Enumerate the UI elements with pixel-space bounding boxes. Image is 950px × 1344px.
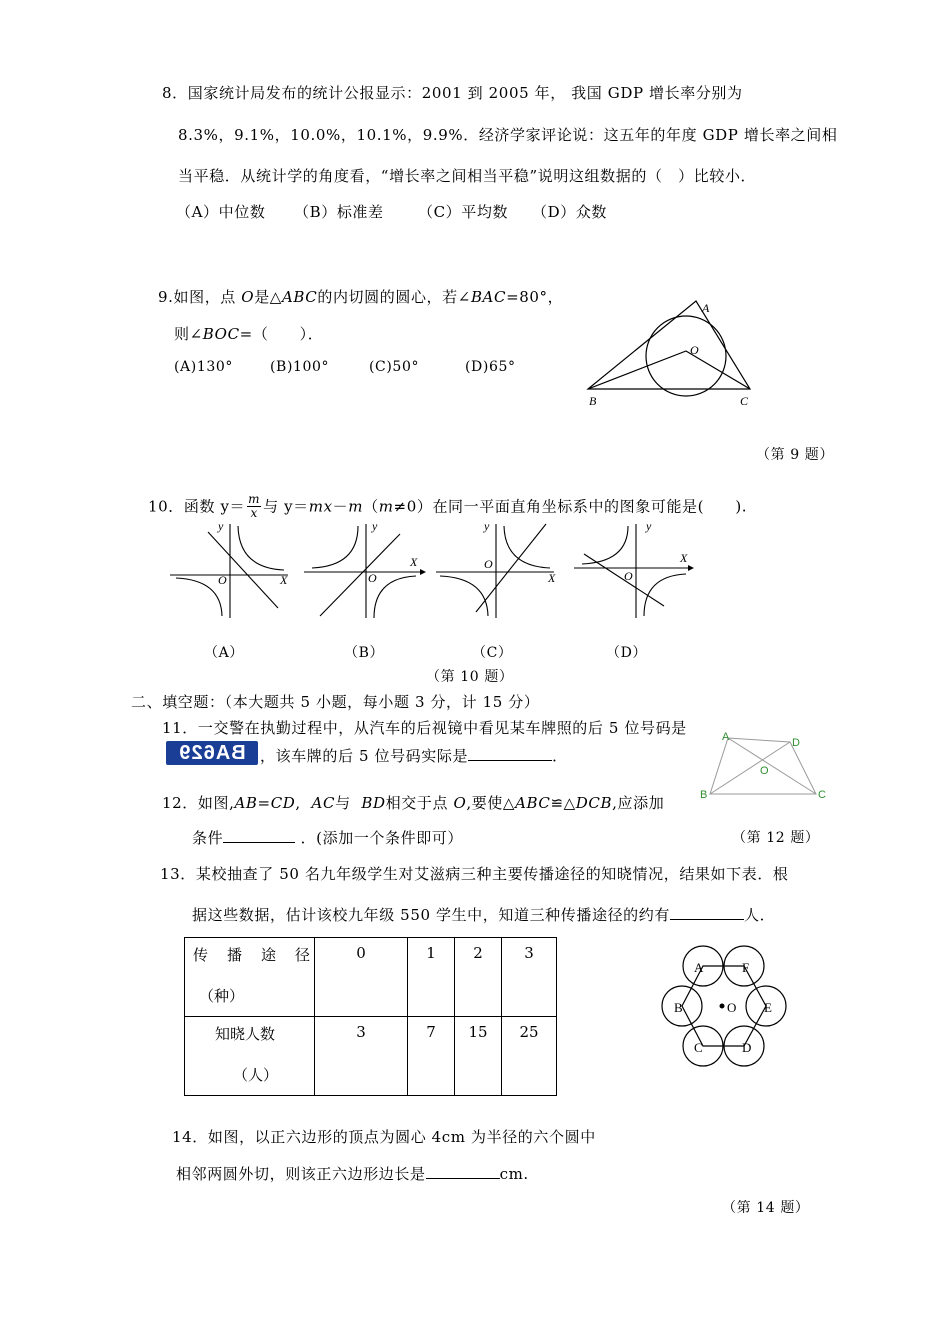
table-cell [408,1017,455,1096]
license-plate-image [166,741,258,765]
q14-label-c: C [694,1040,703,1055]
q9-label-b: B [589,394,597,408]
q9-text: =80°， [506,288,564,306]
table-cell [315,938,408,1017]
q12-label-c: C [818,789,826,801]
q10-fraction [247,493,261,520]
q11-line-2 [260,745,568,766]
q9-caption: （第 9 题） [756,447,835,463]
q12-label-a: A [722,731,730,743]
q14-label-o: O [727,1000,737,1015]
q14-line-2 [176,1163,529,1184]
q14-label-f: F [742,960,750,975]
q14-line-1: 14．如图，以正六边形的顶点为圆心 4cm 为半径的六个圆中 [172,1128,596,1146]
q13-table [184,937,557,1096]
q10-text: m [348,497,364,516]
q10-a-origin-label: O [218,573,227,587]
q9-text: 的内切圆的圆心，若∠ [317,288,471,306]
q9-angle-boc: BOC [202,325,240,343]
q12-text: ,要使△ [466,794,516,812]
q9-text: 是△ [254,288,282,306]
q9-label-c: C [740,394,749,408]
q10-graph-b [300,520,430,622]
q10-b-y-label: y [372,519,378,533]
q10-fraction-denominator: x [250,506,258,520]
q12-text: BD [361,794,386,812]
table-cell [185,938,315,1017]
table-cell [315,1017,408,1096]
q13-answer-blank[interactable] [670,905,744,920]
q14-text: cm. [499,1165,529,1183]
q12-text: 与 [335,794,357,812]
q12-text: AB [234,794,258,812]
q12-label-d: D [792,737,800,749]
q10-option-d: （D） [606,645,648,661]
table-value: 2 [473,944,483,962]
table-cell [502,1017,557,1096]
q14-answer-blank[interactable] [426,1164,500,1179]
q12-caption: （第 12 题） [732,830,820,846]
q10-stem [148,494,747,521]
table-cell [502,938,557,1017]
q12-text: 12．如图, [162,794,235,812]
q12-text: AC [311,794,336,812]
q12-answer-blank[interactable] [223,828,295,843]
q8-option-d: （D）众数 [532,203,608,221]
q12-text: ≌△ [550,794,576,812]
q11-line-1: 11．一交警在执勤过程中，从汽车的后视镜中看见某车牌照的后 5 位号码是 [162,719,687,737]
q13-line-1: 13．某校抽查了 50 名九年级学生对艾滋病三种主要传播途径的知晓情况，结果如下表．根 [160,865,789,883]
table-cell [408,938,455,1017]
table-value: 7 [426,1023,436,1041]
q13-text: 人． [743,906,776,924]
q9-text: 则∠ [174,325,203,343]
q10-caption: （第 10 题） [426,669,514,685]
q10-d-origin-label: O [624,569,633,583]
q14-caption: （第 14 题） [722,1200,810,1216]
q12-label-o: O [760,765,769,777]
table-header-text: 传 播 途 径 [193,946,313,964]
q10-c-origin-label: O [484,557,493,571]
q8-option-c: （C）平均数 [418,203,509,221]
q12-text: ABC [515,794,551,812]
table-value: 1 [426,944,436,962]
q10-a-x-label: X [280,573,288,587]
q10-b-origin-label: O [368,571,377,585]
q8-line-1: 8．国家统计局发布的统计公报显示：2001 到 2005 年， 我国 GDP 增长率分别为 [162,84,743,102]
q12-figure [698,728,832,808]
table-header-unit: （人） [233,1066,279,1084]
q10-a-y-label: y [218,519,224,533]
table-header-unit: （种） [199,987,245,1005]
q10-text: － [332,497,349,516]
q10-fraction-numerator: m [248,492,261,506]
table-cell [185,1017,315,1096]
q14-text: 相邻两圆外切，则该正六边形边长是 [176,1165,426,1183]
q10-text: 10．函数 y＝ [148,497,246,516]
q10-graph-d [570,520,700,622]
q10-option-a: （A） [204,645,244,661]
q13-line-2 [192,904,775,925]
q10-d-y-label: y [646,519,652,533]
q8-option-b: （B）标准差 [294,203,384,221]
q10-option-c: （C） [472,645,513,661]
q9-angle-bac: BAC [470,288,507,306]
q9-line-1 [158,286,563,307]
table-value: 25 [519,1023,539,1041]
table-header-text: 知晓人数 [215,1025,276,1043]
q12-text: 条件 [192,829,224,847]
q10-option-b: （B） [344,645,385,661]
table-row [185,938,557,1017]
q9-option-c: (C)50° [369,359,420,375]
q10-text: 与 y＝ [263,497,309,516]
table-value: 0 [356,944,366,962]
q10-graph-a [166,520,296,622]
q9-point-o: O [241,288,255,306]
q10-d-x-label: X [680,551,688,565]
q14-label-b: B [674,1000,683,1015]
q12-text: CD [270,794,296,812]
q10-graph-c [432,520,562,622]
q12-line-1 [162,792,664,813]
q9-option-a: (A)130° [174,359,233,375]
table-value: 3 [356,1023,366,1041]
q9-option-b: (B)100° [270,359,330,375]
q10-text: mx [308,497,333,516]
q14-label-a: A [694,960,704,975]
q11-answer-blank[interactable] [468,746,552,761]
table-value: 15 [468,1023,488,1041]
q12-text: ．(添加一个条件即可） [300,829,464,847]
table-row [185,1017,557,1096]
q12-text: ,应添加 [612,794,665,812]
q9-label-o: O [690,343,699,357]
table-cell [455,1017,502,1096]
q9-label-a: A [702,301,710,315]
table-value: 3 [524,944,534,962]
q12-text: DCB [575,794,613,812]
q9-triangle-figure [580,296,770,412]
q12-text: 相交于点 [385,794,454,812]
q12-text: = [257,794,271,812]
q14-hexagon-figure [656,948,786,1068]
q8-line-3: 当平稳．从统计学的角度看，“增长率之间相当平稳”说明这组数据的（ ）比较小． [178,167,757,185]
q10-b-x-label: X [410,555,418,569]
table-cell [455,938,502,1017]
q11-text: ，该车牌的后 5 位号码实际是 [260,747,469,765]
q12-text: , [295,794,301,812]
q12-line-2 [192,827,463,848]
q9-option-d: (D)65° [465,359,516,375]
q10-text: ≠0）在同一平面直角坐标系中的图象可能是( ). [393,497,748,516]
q9-triangle-abc: ABC [281,288,318,306]
q8-line-2: 8.3%，9.1%，10.0%，10.1%，9.9%．经济学家评论说：这五年的年度 GDP 增长率之间相 [178,126,838,144]
q10-c-y-label: y [484,519,490,533]
q9-line-2 [174,323,323,344]
q11-text: ． [552,747,568,765]
q14-label-d: D [742,1040,752,1055]
q14-label-e: E [764,1000,772,1015]
q9-text: 9.如图，点 [158,288,242,306]
q10-text: （ [363,497,379,516]
license-plate-text: BA629 [178,742,246,764]
q13-text: 据这些数据，估计该校九年级 550 学生中，知道三种传播途径的约有 [192,906,670,924]
q12-text: O [453,794,467,812]
q9-text: =（ ）． [239,325,324,343]
q12-label-b: B [700,789,708,801]
section-2-heading: 二、填空题：（本大题共 5 小题，每小题 3 分，计 15 分） [131,693,540,711]
q10-c-x-label: X [548,571,556,585]
q10-text: m [378,497,394,516]
q8-option-a: （A）中位数 [176,203,266,221]
